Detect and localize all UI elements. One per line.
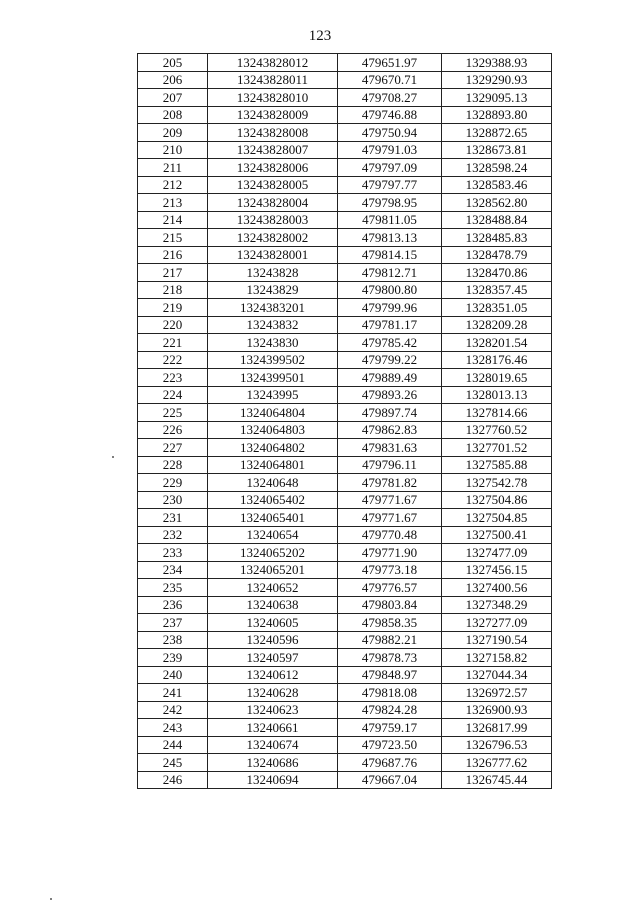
- x-coordinate-cell: 479858.35: [338, 614, 442, 632]
- table-row: [138, 631, 552, 649]
- table-row: [138, 509, 552, 527]
- x-coordinate-cell: 479771.90: [338, 544, 442, 562]
- table-row: [138, 369, 552, 387]
- table-row: [138, 771, 552, 789]
- point-number-cell: 234: [138, 561, 208, 579]
- point-id-cell: 13243828012: [208, 54, 338, 72]
- y-coordinate-cell: 1328673.81: [442, 141, 552, 159]
- point-id-cell: 13243828002: [208, 229, 338, 247]
- point-number-cell: 224: [138, 386, 208, 404]
- y-coordinate-cell: 1328583.46: [442, 176, 552, 194]
- point-number-cell: 216: [138, 246, 208, 264]
- point-id-cell: 13240654: [208, 526, 338, 544]
- table-row: [138, 754, 552, 772]
- table-row: [138, 596, 552, 614]
- point-id-cell: 1324064804: [208, 404, 338, 422]
- point-number-cell: 229: [138, 474, 208, 492]
- x-coordinate-cell: 479708.27: [338, 89, 442, 107]
- table-row: [138, 404, 552, 422]
- x-coordinate-cell: 479848.97: [338, 666, 442, 684]
- x-coordinate-cell: 479770.48: [338, 526, 442, 544]
- y-coordinate-cell: 1328893.80: [442, 106, 552, 124]
- x-coordinate-cell: 479797.77: [338, 176, 442, 194]
- point-id-cell: 13240596: [208, 631, 338, 649]
- point-id-cell: 13240638: [208, 596, 338, 614]
- point-number-cell: 228: [138, 456, 208, 474]
- x-coordinate-cell: 479813.13: [338, 229, 442, 247]
- x-coordinate-cell: 479759.17: [338, 719, 442, 737]
- table-row: [138, 316, 552, 334]
- point-number-cell: 220: [138, 316, 208, 334]
- point-id-cell: 13240661: [208, 719, 338, 737]
- table-row: [138, 666, 552, 684]
- table-row: [138, 159, 552, 177]
- x-coordinate-cell: 479670.71: [338, 71, 442, 89]
- table-row: [138, 684, 552, 702]
- x-coordinate-cell: 479798.95: [338, 194, 442, 212]
- x-coordinate-cell: 479818.08: [338, 684, 442, 702]
- x-coordinate-cell: 479814.15: [338, 246, 442, 264]
- x-coordinate-cell: 479791.03: [338, 141, 442, 159]
- x-coordinate-cell: 479776.57: [338, 579, 442, 597]
- table-row: [138, 264, 552, 282]
- table-row: [138, 386, 552, 404]
- table-row: [138, 561, 552, 579]
- y-coordinate-cell: 1327158.82: [442, 649, 552, 667]
- point-id-cell: 13240652: [208, 579, 338, 597]
- point-id-cell: 13243828007: [208, 141, 338, 159]
- x-coordinate-cell: 479803.84: [338, 596, 442, 614]
- x-coordinate-cell: 479893.26: [338, 386, 442, 404]
- y-coordinate-cell: 1327348.29: [442, 596, 552, 614]
- table-row: [138, 194, 552, 212]
- y-coordinate-cell: 1326972.57: [442, 684, 552, 702]
- point-id-cell: 13243828011: [208, 71, 338, 89]
- x-coordinate-cell: 479862.83: [338, 421, 442, 439]
- point-number-cell: 237: [138, 614, 208, 632]
- table-row: [138, 526, 552, 544]
- point-number-cell: 243: [138, 719, 208, 737]
- x-coordinate-cell: 479799.22: [338, 351, 442, 369]
- coordinates-table-body: [138, 54, 552, 789]
- point-number-cell: 231: [138, 509, 208, 527]
- x-coordinate-cell: 479797.09: [338, 159, 442, 177]
- table-row: [138, 474, 552, 492]
- point-number-cell: 210: [138, 141, 208, 159]
- point-number-cell: 208: [138, 106, 208, 124]
- x-coordinate-cell: 479750.94: [338, 124, 442, 142]
- table-row: [138, 106, 552, 124]
- point-number-cell: 239: [138, 649, 208, 667]
- y-coordinate-cell: 1328019.65: [442, 369, 552, 387]
- table-row: [138, 124, 552, 142]
- y-coordinate-cell: 1327477.09: [442, 544, 552, 562]
- point-number-cell: 215: [138, 229, 208, 247]
- point-id-cell: 13240623: [208, 701, 338, 719]
- point-id-cell: 1324064801: [208, 456, 338, 474]
- y-coordinate-cell: 1328872.65: [442, 124, 552, 142]
- x-coordinate-cell: 479812.71: [338, 264, 442, 282]
- table-row: [138, 141, 552, 159]
- scan-speck: [50, 898, 52, 900]
- point-number-cell: 206: [138, 71, 208, 89]
- point-number-cell: 214: [138, 211, 208, 229]
- point-id-cell: 13243832: [208, 316, 338, 334]
- table-row: [138, 54, 552, 72]
- y-coordinate-cell: 1326817.99: [442, 719, 552, 737]
- point-id-cell: 13243828001: [208, 246, 338, 264]
- point-id-cell: 13240674: [208, 736, 338, 754]
- y-coordinate-cell: 1328201.54: [442, 334, 552, 352]
- x-coordinate-cell: 479811.05: [338, 211, 442, 229]
- point-id-cell: 13243828008: [208, 124, 338, 142]
- table-row: [138, 351, 552, 369]
- point-id-cell: 13240612: [208, 666, 338, 684]
- point-number-cell: 246: [138, 771, 208, 789]
- table-row: [138, 334, 552, 352]
- point-id-cell: 13243828: [208, 264, 338, 282]
- x-coordinate-cell: 479785.42: [338, 334, 442, 352]
- x-coordinate-cell: 479824.28: [338, 701, 442, 719]
- point-number-cell: 212: [138, 176, 208, 194]
- point-number-cell: 222: [138, 351, 208, 369]
- point-number-cell: 227: [138, 439, 208, 457]
- y-coordinate-cell: 1326777.62: [442, 754, 552, 772]
- point-number-cell: 209: [138, 124, 208, 142]
- point-number-cell: 236: [138, 596, 208, 614]
- table-row: [138, 579, 552, 597]
- table-row: [138, 614, 552, 632]
- y-coordinate-cell: 1326796.53: [442, 736, 552, 754]
- y-coordinate-cell: 1328562.80: [442, 194, 552, 212]
- point-id-cell: 13240597: [208, 649, 338, 667]
- y-coordinate-cell: 1327542.78: [442, 474, 552, 492]
- x-coordinate-cell: 479773.18: [338, 561, 442, 579]
- y-coordinate-cell: 1328470.86: [442, 264, 552, 282]
- point-id-cell: 1324064803: [208, 421, 338, 439]
- y-coordinate-cell: 1327456.15: [442, 561, 552, 579]
- point-id-cell: 1324065201: [208, 561, 338, 579]
- scan-speck: [112, 456, 114, 458]
- point-number-cell: 233: [138, 544, 208, 562]
- y-coordinate-cell: 1327760.52: [442, 421, 552, 439]
- table-row: [138, 71, 552, 89]
- y-coordinate-cell: 1327504.86: [442, 491, 552, 509]
- point-number-cell: 245: [138, 754, 208, 772]
- y-coordinate-cell: 1327504.85: [442, 509, 552, 527]
- y-coordinate-cell: 1327400.56: [442, 579, 552, 597]
- point-number-cell: 240: [138, 666, 208, 684]
- point-number-cell: 218: [138, 281, 208, 299]
- point-id-cell: 13240648: [208, 474, 338, 492]
- y-coordinate-cell: 1328485.83: [442, 229, 552, 247]
- x-coordinate-cell: 479781.17: [338, 316, 442, 334]
- x-coordinate-cell: 479882.21: [338, 631, 442, 649]
- y-coordinate-cell: 1328357.45: [442, 281, 552, 299]
- table-row: [138, 211, 552, 229]
- table-row: [138, 544, 552, 562]
- table-row: [138, 439, 552, 457]
- point-number-cell: 205: [138, 54, 208, 72]
- y-coordinate-cell: 1328598.24: [442, 159, 552, 177]
- point-number-cell: 223: [138, 369, 208, 387]
- point-id-cell: 13243828004: [208, 194, 338, 212]
- x-coordinate-cell: 479687.76: [338, 754, 442, 772]
- table-row: [138, 299, 552, 317]
- y-coordinate-cell: 1328176.46: [442, 351, 552, 369]
- x-coordinate-cell: 479800.80: [338, 281, 442, 299]
- y-coordinate-cell: 1328478.79: [442, 246, 552, 264]
- point-id-cell: 1324065202: [208, 544, 338, 562]
- point-number-cell: 244: [138, 736, 208, 754]
- point-id-cell: 13240605: [208, 614, 338, 632]
- y-coordinate-cell: 1328013.13: [442, 386, 552, 404]
- table-row: [138, 421, 552, 439]
- y-coordinate-cell: 1328488.84: [442, 211, 552, 229]
- x-coordinate-cell: 479897.74: [338, 404, 442, 422]
- point-id-cell: 1324383201: [208, 299, 338, 317]
- y-coordinate-cell: 1326900.93: [442, 701, 552, 719]
- x-coordinate-cell: 479799.96: [338, 299, 442, 317]
- point-id-cell: 13243829: [208, 281, 338, 299]
- y-coordinate-cell: 1329290.93: [442, 71, 552, 89]
- x-coordinate-cell: 479746.88: [338, 106, 442, 124]
- point-number-cell: 221: [138, 334, 208, 352]
- point-number-cell: 238: [138, 631, 208, 649]
- point-number-cell: 242: [138, 701, 208, 719]
- coordinates-table: [137, 53, 552, 789]
- point-number-cell: 235: [138, 579, 208, 597]
- table-row: [138, 229, 552, 247]
- point-number-cell: 225: [138, 404, 208, 422]
- point-number-cell: 211: [138, 159, 208, 177]
- point-id-cell: 13243828003: [208, 211, 338, 229]
- point-id-cell: 13243828010: [208, 89, 338, 107]
- point-number-cell: 232: [138, 526, 208, 544]
- table-row: [138, 281, 552, 299]
- x-coordinate-cell: 479831.63: [338, 439, 442, 457]
- x-coordinate-cell: 479723.50: [338, 736, 442, 754]
- table-row: [138, 456, 552, 474]
- y-coordinate-cell: 1327814.66: [442, 404, 552, 422]
- page-number: 123: [308, 28, 332, 44]
- table-row: [138, 491, 552, 509]
- x-coordinate-cell: 479667.04: [338, 771, 442, 789]
- y-coordinate-cell: 1327585.88: [442, 456, 552, 474]
- point-id-cell: 1324065402: [208, 491, 338, 509]
- point-id-cell: 13243828005: [208, 176, 338, 194]
- x-coordinate-cell: 479771.67: [338, 491, 442, 509]
- point-id-cell: 1324399501: [208, 369, 338, 387]
- point-id-cell: 13243828006: [208, 159, 338, 177]
- table-row: [138, 89, 552, 107]
- y-coordinate-cell: 1328209.28: [442, 316, 552, 334]
- x-coordinate-cell: 479771.67: [338, 509, 442, 527]
- y-coordinate-cell: 1329095.13: [442, 89, 552, 107]
- x-coordinate-cell: 479781.82: [338, 474, 442, 492]
- x-coordinate-cell: 479889.49: [338, 369, 442, 387]
- table-row: [138, 736, 552, 754]
- x-coordinate-cell: 479796.11: [338, 456, 442, 474]
- point-id-cell: 1324064802: [208, 439, 338, 457]
- x-coordinate-cell: 479651.97: [338, 54, 442, 72]
- y-coordinate-cell: 1327277.09: [442, 614, 552, 632]
- table-row: [138, 719, 552, 737]
- point-id-cell: 1324065401: [208, 509, 338, 527]
- point-id-cell: 13240628: [208, 684, 338, 702]
- point-number-cell: 207: [138, 89, 208, 107]
- point-number-cell: 230: [138, 491, 208, 509]
- y-coordinate-cell: 1326745.44: [442, 771, 552, 789]
- point-id-cell: 13243828009: [208, 106, 338, 124]
- table-row: [138, 246, 552, 264]
- y-coordinate-cell: 1327044.34: [442, 666, 552, 684]
- point-id-cell: 13243995: [208, 386, 338, 404]
- point-id-cell: 13240694: [208, 771, 338, 789]
- y-coordinate-cell: 1328351.05: [442, 299, 552, 317]
- point-number-cell: 213: [138, 194, 208, 212]
- point-id-cell: 13240686: [208, 754, 338, 772]
- table-row: [138, 701, 552, 719]
- point-number-cell: 217: [138, 264, 208, 282]
- table-row: [138, 176, 552, 194]
- y-coordinate-cell: 1327701.52: [442, 439, 552, 457]
- point-number-cell: 241: [138, 684, 208, 702]
- x-coordinate-cell: 479878.73: [338, 649, 442, 667]
- point-number-cell: 219: [138, 299, 208, 317]
- y-coordinate-cell: 1327500.41: [442, 526, 552, 544]
- y-coordinate-cell: 1327190.54: [442, 631, 552, 649]
- point-number-cell: 226: [138, 421, 208, 439]
- y-coordinate-cell: 1329388.93: [442, 54, 552, 72]
- point-id-cell: 1324399502: [208, 351, 338, 369]
- point-id-cell: 13243830: [208, 334, 338, 352]
- table-row: [138, 649, 552, 667]
